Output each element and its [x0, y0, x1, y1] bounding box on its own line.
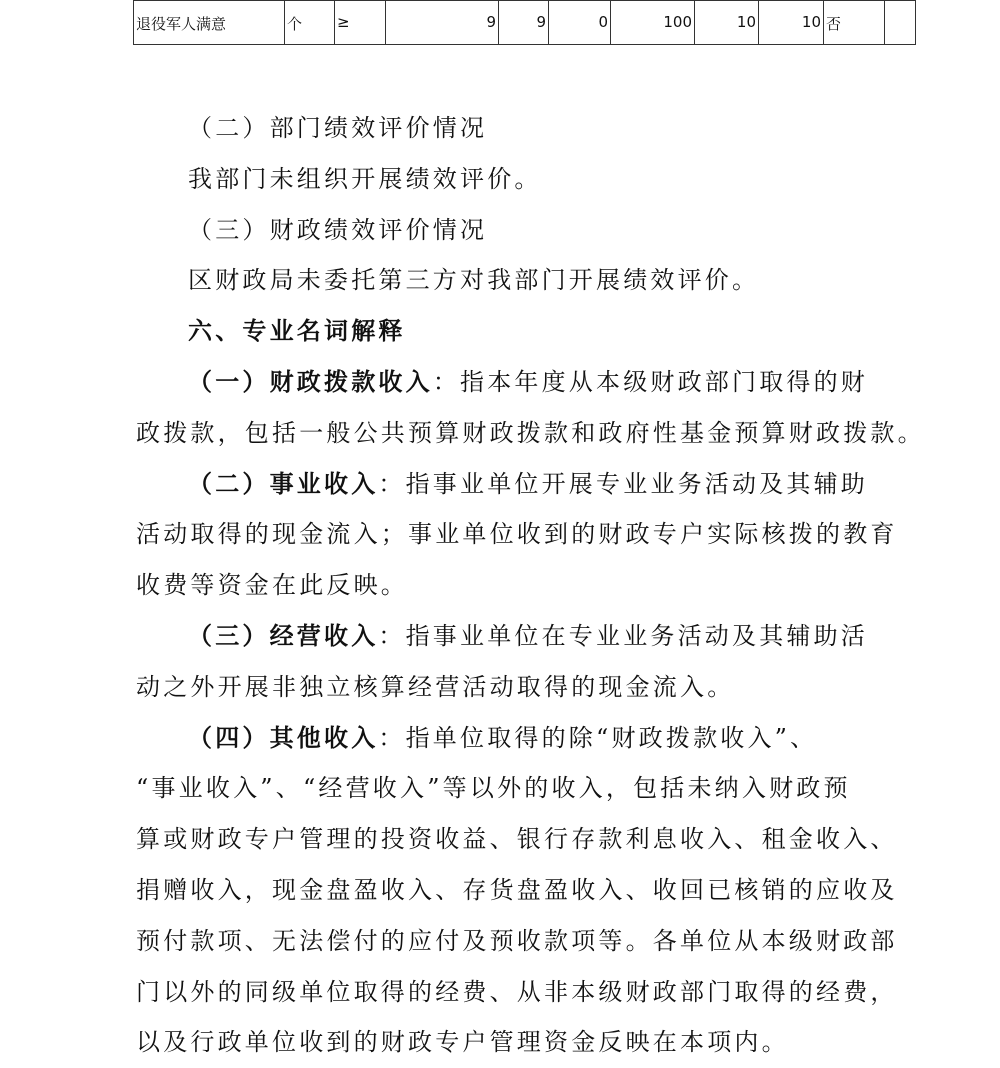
table-row: [134, 1, 916, 45]
glossary-item-fiscal-appropriation: [136, 357, 896, 408]
glossary-text: ：指本年度从本级财政部门取得的财: [432, 367, 869, 396]
remark-cell: [885, 1, 916, 45]
glossary-item-other-income: [136, 713, 896, 764]
glossary-text-line: 收费等资金在此反映。: [136, 571, 408, 600]
glossary-text-line: 动之外开展非独立核算经营活动取得的现金流入。: [136, 672, 735, 701]
performance-table-fragment: [133, 0, 915, 45]
document-body: [136, 103, 925, 1068]
actual-value-cell: 9: [499, 1, 549, 45]
glossary-term: （二）事业收入: [188, 468, 379, 498]
glossary-text-line: 门以外的同级单位取得的经费、从非本级财政部门取得的经费，: [136, 977, 898, 1006]
glossary-term: （四）其他收入: [188, 722, 379, 752]
score-cell: 10: [759, 1, 824, 45]
weight-cell: 10: [695, 1, 759, 45]
completion-rate-cell: 100: [611, 1, 695, 45]
core-indicator-cell: 否: [824, 1, 885, 45]
glossary-text: ：指事业单位开展专业业务活动及其辅助: [378, 469, 869, 498]
operator-cell: ≥: [335, 1, 386, 45]
paragraph-dept-evaluation: 我部门未组织开展绩效评价。: [188, 164, 542, 193]
glossary-text-line: 捐赠收入，现金盘盈收入、存货盘盈收入、收回已核销的应收及: [136, 875, 898, 904]
glossary-text-line: 算或财政专户管理的投资收益、银行存款利息收入、租金收入、: [136, 825, 898, 854]
section-heading-dept-evaluation: （二）部门绩效评价情况: [188, 114, 488, 142]
glossary-text: ：指事业单位在专业业务活动及其辅助活: [378, 621, 869, 650]
unit-cell: 个: [285, 1, 335, 45]
deviation-cell: 0: [549, 1, 611, 45]
glossary-text-line: “事业收入”、“经营收入”等以外的收入，包括未纳入财政预: [136, 774, 851, 803]
section-heading-glossary: 六、专业名词解释: [188, 316, 406, 346]
target-value-cell: 9: [386, 1, 499, 45]
paragraph-finance-evaluation: 区财政局未委托第三方对我部门开展绩效评价。: [188, 266, 760, 295]
glossary-text-line: 政拨款，包括一般公共预算财政拨款和政府性基金预算财政拨款。: [136, 418, 925, 447]
indicator-name-cell: 退役军人满意: [134, 1, 285, 45]
glossary-text-line: 预付款项、无法偿付的应付及预收款项等。各单位从本级财政部: [136, 926, 898, 955]
glossary-item-operating-income: [136, 611, 896, 662]
glossary-text-line: 以及行政单位收到的财政专户管理资金反映在本项内。: [136, 1028, 789, 1057]
glossary-term: （一）财政拨款收入: [188, 366, 433, 396]
performance-table: [133, 0, 916, 45]
glossary-text-line: 活动取得的现金流入；事业单位收到的财政专户实际核拨的教育: [136, 520, 898, 549]
glossary-text: ：指单位取得的除“财政拨款收入”、: [378, 723, 818, 752]
glossary-item-business-income: [136, 459, 896, 510]
glossary-term: （三）经营收入: [188, 620, 379, 650]
section-heading-finance-evaluation: （三）财政绩效评价情况: [188, 215, 488, 244]
